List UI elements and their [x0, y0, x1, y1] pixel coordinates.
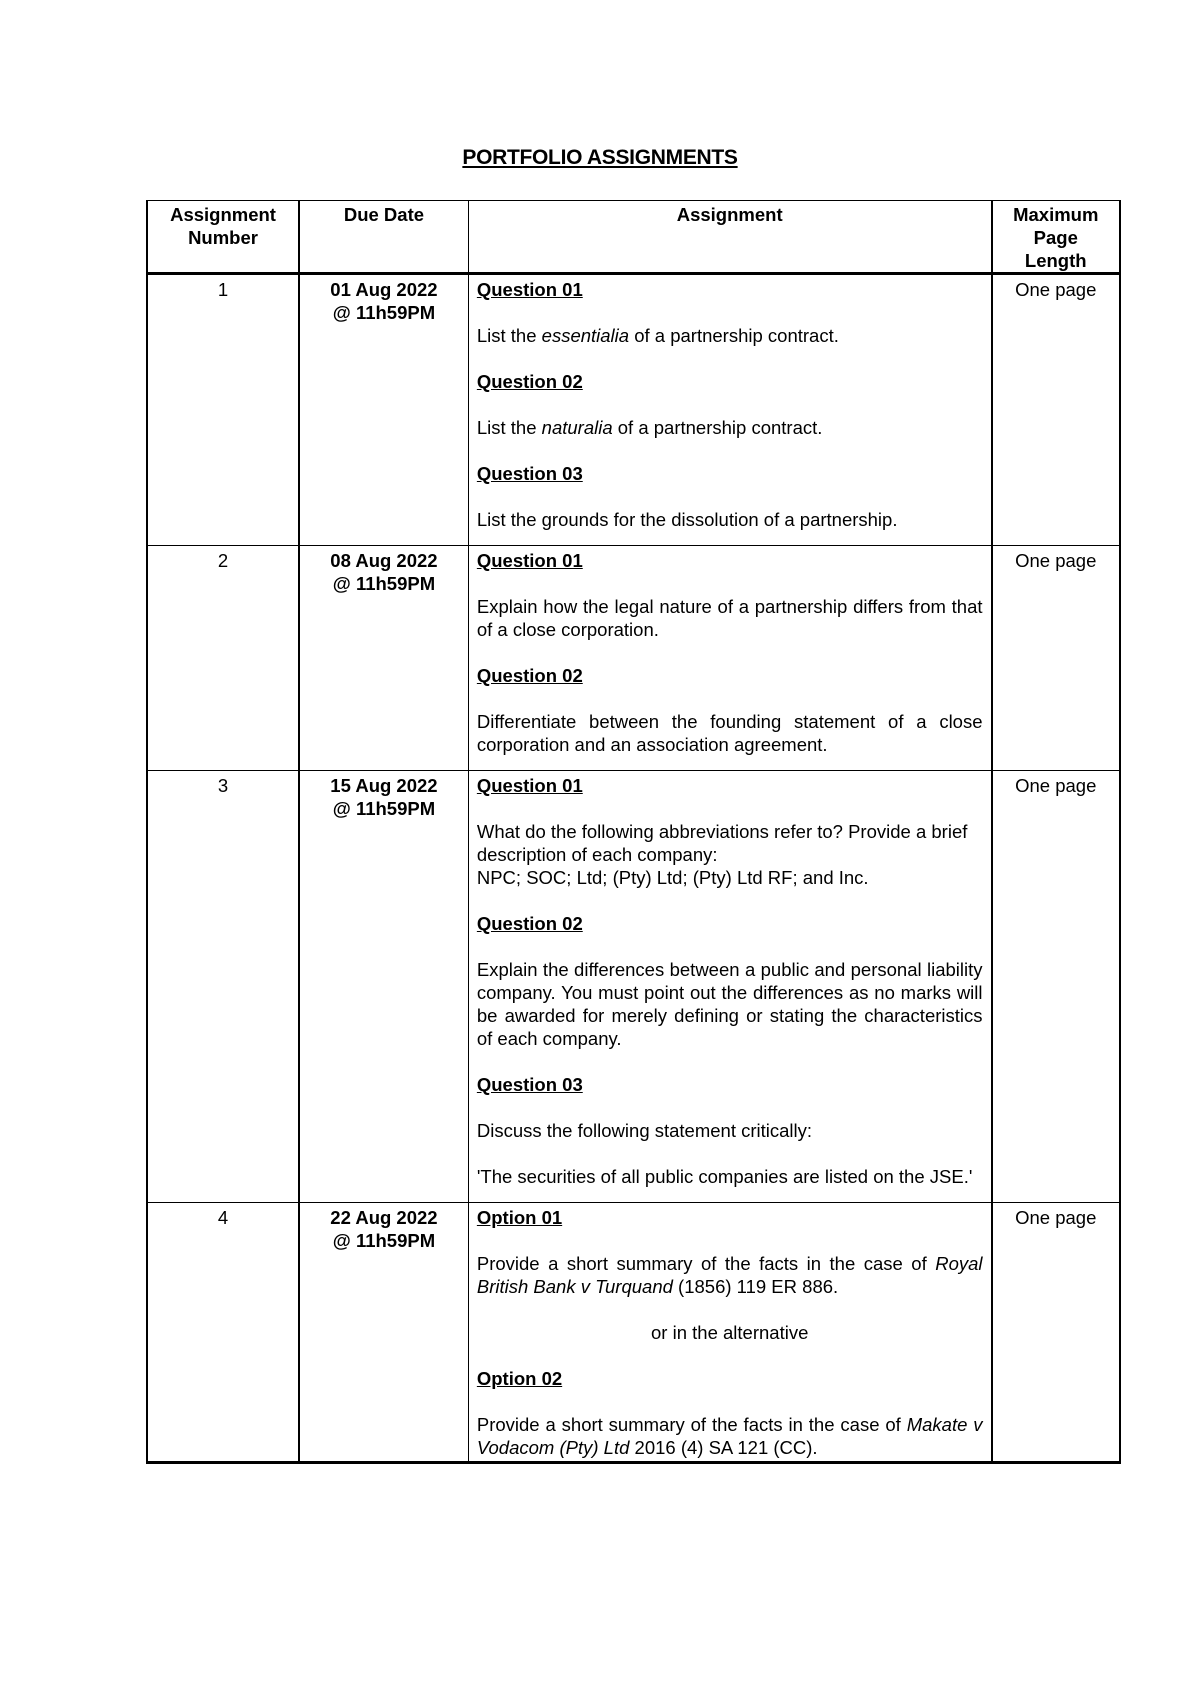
option-title: Option 01 [476, 1207, 563, 1228]
option-text: Provide a short summary of the facts in the case of Royal British Bank v Turquand (1856) 119 ER 886. [476, 1253, 983, 1297]
due-date-time: @ 11h59PM [332, 798, 436, 819]
assignment-number: 3 [147, 771, 299, 1203]
question-text: List the essentialia of a partnership contract. [476, 325, 839, 346]
question-text: Explain the differences between a public and personal liability company. You must point out the differences as no marks will be awarded for merely defining or stating the characteristics of each company. [476, 959, 983, 1049]
table-row [147, 771, 1120, 1203]
assignment-number: 1 [147, 274, 299, 546]
question-title: Question 02 [476, 371, 583, 392]
option-text: Provide a short summary of the facts in the case of Makate v Vodacom (Pty) Ltd 2016 (4) SA 121 (CC). [476, 1414, 983, 1458]
assignment-content [468, 274, 991, 546]
assignment-content [468, 1203, 991, 1463]
max-page-length: One page [992, 1203, 1120, 1463]
table-row [147, 1203, 1120, 1463]
header-assignment-number [147, 201, 299, 274]
question-title: Question 01 [476, 279, 583, 300]
table-row [147, 546, 1120, 771]
due-date-day: 01 Aug 2022 [330, 279, 438, 300]
question-text: List the grounds for the dissolution of a partnership. [476, 509, 898, 530]
assignment-content [468, 546, 991, 771]
header-number-line1: Assignment [170, 204, 276, 225]
due-date [299, 771, 468, 1203]
question-text: Differentiate between the founding statement of a close corporation and an association agreement. [476, 711, 983, 755]
max-page-length: One page [992, 274, 1120, 546]
option-title: Option 02 [476, 1368, 563, 1389]
question-text: What do the following abbreviations refer to? Provide a brief description of each company: NPC; SOC; Ltd; (Pty) Ltd; (Pty) Ltd RF; and Inc. [476, 821, 968, 888]
question-title: Question 02 [476, 665, 583, 686]
max-page-length: One page [992, 771, 1120, 1203]
assignment-content [468, 771, 991, 1203]
header-assignment: Assignment [468, 201, 991, 274]
header-number-line2: Number [188, 227, 258, 248]
question-text: Discuss the following statement critically: [476, 1120, 813, 1141]
header-due-date: Due Date [299, 201, 468, 274]
quoted-statement: 'The securities of all public companies are listed on the JSE.' [476, 1166, 973, 1187]
question-title: Question 01 [476, 775, 583, 796]
question-title: Question 01 [476, 550, 583, 571]
table-header-row [147, 201, 1120, 274]
due-date-day: 22 Aug 2022 [330, 1207, 438, 1228]
header-max-page-length [992, 201, 1120, 274]
question-title: Question 03 [476, 1074, 583, 1095]
due-date [299, 274, 468, 546]
assignment-number: 4 [147, 1203, 299, 1463]
alternative-note: or in the alternative [651, 1322, 809, 1343]
due-date [299, 1203, 468, 1463]
max-page-length: One page [992, 546, 1120, 771]
header-max-line1: Maximum [1013, 204, 1099, 225]
due-date [299, 546, 468, 771]
table-row [147, 274, 1120, 546]
question-title: Question 03 [476, 463, 583, 484]
question-text: List the naturalia of a partnership contract. [476, 417, 823, 438]
page-title: PORTFOLIO ASSIGNMENTS [462, 146, 738, 169]
header-max-line2: Page [1033, 227, 1078, 248]
due-date-time: @ 11h59PM [332, 573, 436, 594]
question-title: Question 02 [476, 913, 583, 934]
due-date-time: @ 11h59PM [332, 1230, 436, 1251]
due-date-day: 08 Aug 2022 [330, 550, 438, 571]
question-text: Explain how the legal nature of a partnership differs from that of a close corporation. [476, 596, 983, 640]
due-date-day: 15 Aug 2022 [330, 775, 438, 796]
header-max-line3: Length [1024, 250, 1087, 271]
assignments-table [146, 200, 1121, 1464]
due-date-time: @ 11h59PM [332, 302, 436, 323]
assignment-number: 2 [147, 546, 299, 771]
